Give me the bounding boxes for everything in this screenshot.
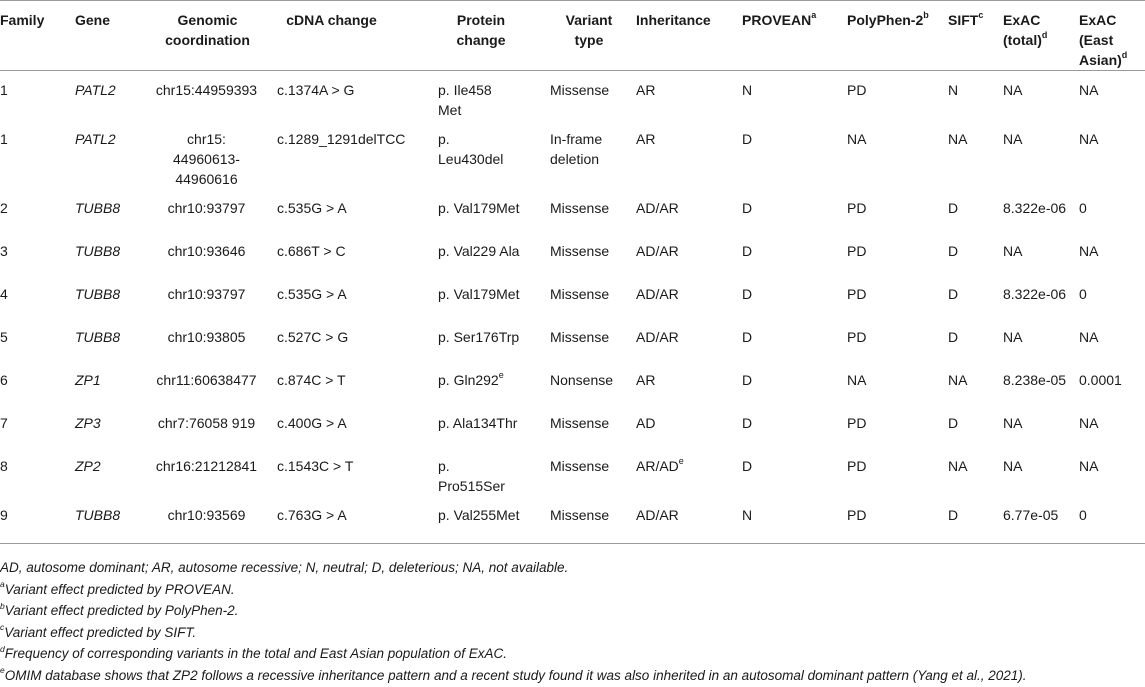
cell-provean: D <box>742 372 753 388</box>
cell-provean: D <box>742 200 753 216</box>
cell-cdna: c.1289_1291delTCC <box>277 131 406 147</box>
cell-family: 1 <box>0 131 8 147</box>
cell-inheritance: AR <box>636 372 656 388</box>
cell-polyphen: PD <box>847 286 867 302</box>
cell-family: 6 <box>0 372 8 388</box>
cell-gene: PATL2 <box>75 82 116 98</box>
cell-exac-ea: 0.0001 <box>1079 372 1122 388</box>
header-provean: PROVEAN$^a$ <box>742 1 847 71</box>
cell-exac-ea: 0 <box>1079 286 1087 302</box>
header-sift: SIFT$^c$ <box>948 1 1003 71</box>
table-row <box>0 275 1145 318</box>
cell-polyphen: PD <box>847 415 867 431</box>
cell-protein: p. Ile458 Met <box>438 82 492 118</box>
cell-cdna: c.535G > A <box>277 286 347 302</box>
cell-gene: ZP1 <box>75 372 101 388</box>
header-polyphen: PolyPhen-2$^b$ <box>847 1 948 71</box>
cell-sift: NA <box>948 131 968 147</box>
cell-sift: N <box>948 82 959 98</box>
cell-provean: D <box>742 458 753 474</box>
cell-gene: ZP2 <box>75 458 101 474</box>
cell-inheritance: $AR/AD^e$ <box>636 456 684 474</box>
footnote-d: $^d$Frequency of corresponding variants in the total and East Asian population of ExAC. <box>0 643 508 662</box>
table-row <box>0 120 1145 189</box>
cell-polyphen: PD <box>847 458 867 474</box>
cell-exac-total: NA <box>1003 415 1023 431</box>
cell-exac-total: NA <box>1003 82 1023 98</box>
table-row <box>0 189 1145 232</box>
cell-type: Missense <box>550 200 610 216</box>
cell-cdna: c.874C > T <box>277 372 346 388</box>
cell-exac-ea: NA <box>1079 329 1099 345</box>
cell-protein: p. Val255Met <box>438 496 550 543</box>
header-protein-change: Protein change <box>438 1 550 71</box>
cell-cdna: c.527C > G <box>277 329 349 345</box>
cell-sift: D <box>948 243 959 259</box>
table-header <box>0 1 1145 71</box>
cell-type: Missense <box>550 82 610 98</box>
cell-inheritance: AD/AR <box>636 243 679 259</box>
cell-exac-ea: NA <box>1079 415 1099 431</box>
cell-polyphen: NA <box>847 372 867 388</box>
footnote-abbreviations: AD, autosome dominant; AR, autosome recessive; N, neutral; D, deleterious; NA, not available. <box>0 560 569 575</box>
cell-inheritance: AD/AR <box>636 496 742 543</box>
cell-exac-total: NA <box>1003 458 1023 474</box>
header-exac-total: ExAC (total)$^d$ <box>1003 1 1079 71</box>
cell-cdna: c.400G > A <box>277 415 347 431</box>
cell-family: 3 <box>0 243 8 259</box>
cell-cdna: c.686T > C <box>277 243 346 259</box>
cell-protein: p. Val179Met <box>438 200 520 216</box>
table-footnotes <box>0 557 1145 687</box>
cell-gene: TUBB8 <box>75 243 121 259</box>
cell-exac-total: 6.77e-05 <box>1003 496 1079 543</box>
cell-family: 2 <box>0 200 8 216</box>
cell-exac-ea: NA <box>1079 82 1099 98</box>
cell-gene: TUBB8 <box>69 496 144 543</box>
table-row <box>0 447 1145 496</box>
cell-provean: D <box>742 243 753 259</box>
cell-exac-total: NA <box>1003 131 1023 147</box>
cell-provean: N <box>742 82 753 98</box>
cell-inheritance: AD/AR <box>636 200 679 216</box>
cell-exac-ea: 0 <box>1079 200 1087 216</box>
cell-sift: D <box>948 496 1003 543</box>
cell-sift: D <box>948 200 959 216</box>
table-row <box>0 71 1145 121</box>
cell-exac-total: NA <box>1003 243 1023 259</box>
table-body <box>0 71 1145 544</box>
cell-coord: chr15:44959393 <box>155 82 258 98</box>
table-row <box>0 496 1145 543</box>
footnote-c: $^c$Variant effect predicted by SIFT. <box>0 622 197 640</box>
cell-polyphen: PD <box>847 496 948 543</box>
footnote-e: $^e$OMIM database shows that ZP2 follows a recessive inheritance pattern and a recent study found it was also inherited in an autosomal dominant pattern (Yang et al., 2021). <box>0 665 1027 683</box>
cell-protein: p. Ala134Thr <box>438 415 518 431</box>
cell-gene: PATL2 <box>75 131 116 147</box>
cell-provean: D <box>742 131 753 147</box>
cell-protein: p. Leu430del <box>438 131 504 167</box>
cell-provean: D <box>742 286 753 302</box>
cell-coord: chr10:93569 <box>144 496 277 543</box>
cell-type: Missense <box>550 329 610 345</box>
cell-inheritance: AD <box>636 415 656 431</box>
cell-coord: chr10:93646 <box>167 243 246 259</box>
cell-protein: p. Val179Met <box>438 286 520 302</box>
cell-gene: TUBB8 <box>75 286 121 302</box>
header-gene: Gene <box>69 1 144 71</box>
header-genomic-coordination: Genomic coordination <box>144 1 277 71</box>
cell-exac-total: 8.322e-06 <box>1003 286 1067 302</box>
cell-coord: chr11:60638477 <box>156 372 257 388</box>
cell-coord: chr10:93797 <box>167 200 246 216</box>
cell-inheritance: AR <box>636 131 656 147</box>
cell-family: 7 <box>0 415 8 431</box>
cell-provean: D <box>742 415 753 431</box>
cell-exac-ea: NA <box>1079 243 1099 259</box>
cell-gene: TUBB8 <box>75 329 121 345</box>
cell-family: 5 <box>0 329 8 345</box>
cell-type: Missense <box>550 458 610 474</box>
cell-polyphen: PD <box>847 243 867 259</box>
footnote-b: $^b$Variant effect predicted by PolyPhen-2. <box>0 600 239 619</box>
footnote-a: $^a$Variant effect predicted by PROVEAN. <box>0 579 235 597</box>
cell-inheritance: AR <box>636 82 656 98</box>
table-row <box>0 404 1145 447</box>
cell-sift: D <box>948 415 959 431</box>
cell-exac-total: 8.322e-06 <box>1003 200 1067 216</box>
cell-exac-total: NA <box>1003 329 1023 345</box>
header-inheritance: Inheritance <box>636 1 742 71</box>
cell-inheritance: AD/AR <box>636 286 679 302</box>
cell-sift: NA <box>948 372 968 388</box>
cell-exac-ea: 0 <box>1079 496 1145 543</box>
cell-protein: p. Ser176Trp <box>438 329 520 345</box>
header-variant-type: Variant type <box>550 1 636 71</box>
header-exac-east-asian: ExAC (East Asian)$^d$ <box>1079 1 1145 71</box>
cell-type: Missense <box>550 496 636 543</box>
table-row <box>0 318 1145 361</box>
cell-sift: NA <box>948 458 968 474</box>
cell-family: 9 <box>0 496 69 543</box>
cell-polyphen: PD <box>847 200 867 216</box>
cell-sift: D <box>948 329 959 345</box>
cell-exac-ea: NA <box>1079 131 1099 147</box>
cell-inheritance: AD/AR <box>636 329 679 345</box>
cell-gene: TUBB8 <box>75 200 121 216</box>
cell-polyphen: NA <box>847 131 867 147</box>
cell-exac-ea: NA <box>1079 458 1099 474</box>
cell-coord: chr10:93797 <box>167 286 246 302</box>
cell-cdna: c.763G > A <box>277 496 438 543</box>
cell-gene: ZP3 <box>75 415 101 431</box>
cell-type: Missense <box>550 415 610 431</box>
cell-type: In-frame deletion <box>550 131 603 167</box>
cell-coord: chr10:93805 <box>167 329 246 345</box>
cell-type: Nonsense <box>550 372 614 388</box>
table-row <box>0 361 1145 404</box>
cell-protein: p. Gln292e <box>438 370 504 388</box>
cell-polyphen: PD <box>847 329 867 345</box>
cell-type: Missense <box>550 286 610 302</box>
cell-provean: D <box>742 329 753 345</box>
cell-family: 1 <box>0 82 8 98</box>
cell-coord: chr16:21212841 <box>155 458 258 474</box>
cell-type: Missense <box>550 243 610 259</box>
cell-polyphen: PD <box>847 82 867 98</box>
cell-exac-total: 8.238e-05 <box>1003 372 1067 388</box>
cell-provean: N <box>742 496 847 543</box>
cell-coord: chr7:76058 919 <box>157 415 256 431</box>
cell-cdna: c.1374A > G <box>277 82 355 98</box>
table-row <box>0 232 1145 275</box>
header-family: Family <box>0 1 69 71</box>
cell-coord: chr15: 44960613-44960616 <box>173 131 240 187</box>
cell-sift: D <box>948 286 959 302</box>
header-row <box>0 1 1145 71</box>
cell-cdna: c.535G > A <box>277 200 347 216</box>
cell-protein: p. Val229 Ala <box>438 243 520 259</box>
cell-protein: p. Pro515Ser <box>438 458 505 494</box>
header-cdna-change: cDNA change <box>277 1 438 71</box>
cell-family: 4 <box>0 286 8 302</box>
cell-family: 8 <box>0 458 8 474</box>
cell-cdna: c.1543C > T <box>277 458 354 474</box>
